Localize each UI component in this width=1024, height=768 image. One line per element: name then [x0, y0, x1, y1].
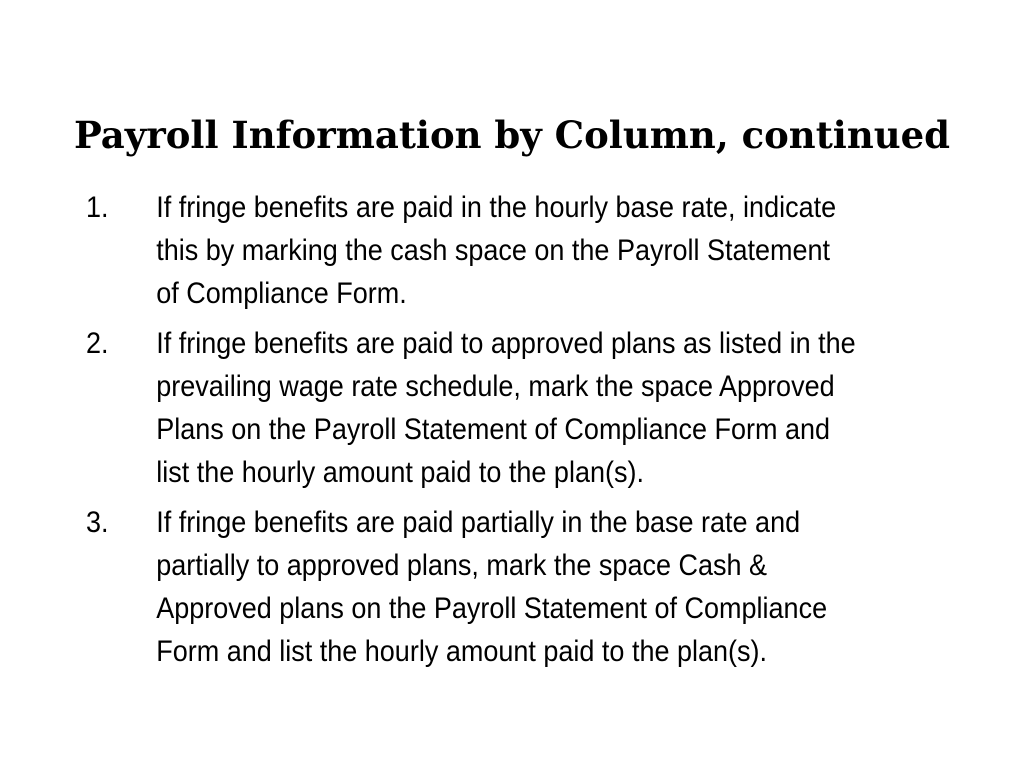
list-item-1 — [86, 186, 860, 315]
list-item-text: If fringe benefits are paid partially in the base rate and partially to approved plans, mark the space Cash & Approved plans on the Payroll Statement of Compliance Form and list the hourly amount paid to the plan(s). — [156, 506, 828, 668]
list-item-2 — [86, 322, 860, 494]
numbered-list — [86, 186, 860, 680]
list-item-number: 2. — [86, 327, 109, 360]
list-item-3 — [86, 501, 860, 673]
slide-title: Payroll Information by Column, continued — [73, 113, 951, 157]
list-item-text: If fringe benefits are paid in the hourly base rate, indicate this by marking the cash space on the Payroll Statement of Compliance Form. — [156, 191, 837, 310]
list-item-text: If fringe benefits are paid to approved plans as listed in the prevailing wage rate schedule, mark the space Approved Plans on the Payroll Statement of Compliance Form and list the hourly amount paid to the plan(s). — [156, 327, 856, 489]
list-item-number: 3. — [86, 506, 109, 539]
list-item-number: 1. — [86, 191, 109, 224]
